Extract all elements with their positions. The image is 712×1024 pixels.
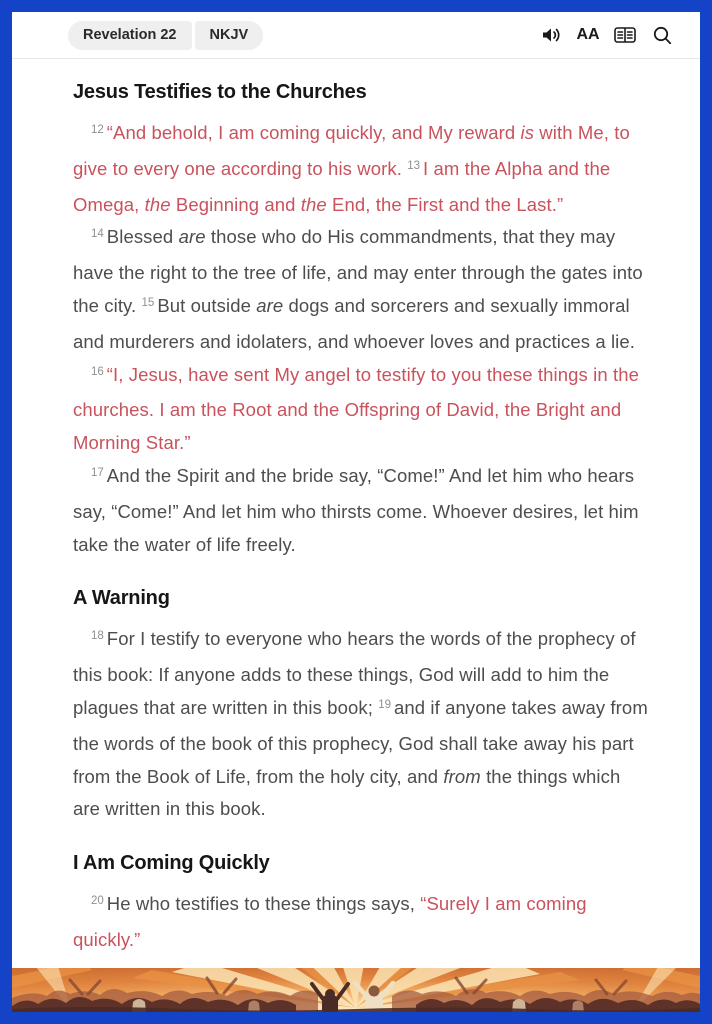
verse-text: are: [256, 294, 284, 316]
verse-text: those who do His commandments, that they may have the right to the tree of life, and may enter through the gates into the city.: [73, 226, 643, 316]
section-heading: Jesus Testifies to the Churches: [73, 81, 367, 103]
words-of-jesus-text: is: [520, 122, 535, 143]
words-of-jesus-text: End, the First and the Last.”: [326, 193, 564, 215]
words-of-jesus-text: “And behold, I am coming quickly, and My reward: [106, 122, 521, 143]
text-size-label: AA: [576, 26, 600, 43]
verse-paragraph[interactable]: [73, 221, 650, 358]
chapter-version-selector: [68, 21, 263, 50]
verse-number: 13: [407, 159, 420, 172]
verse-number: 14: [91, 228, 104, 241]
search-icon[interactable]: [648, 21, 676, 49]
section-heading: A Warning: [73, 587, 170, 610]
open-book-icon[interactable]: [611, 21, 639, 49]
verse-number: 17: [91, 466, 104, 479]
verse-number: 19: [378, 698, 392, 711]
words-of-jesus-text: with Me, to give to every one according to his work.: [73, 122, 630, 179]
verse-text: For I testify to everyone who hears the words of the prophecy of this book: If anyone adds to these things, God will add to him the plagues that are written in this book;: [73, 628, 636, 718]
verse-number: 16: [91, 365, 104, 378]
verse-paragraph[interactable]: [73, 117, 650, 221]
version-selector-button[interactable]: NKJV: [195, 21, 264, 50]
verse-text: are: [178, 226, 206, 248]
speaker-icon[interactable]: [537, 21, 565, 49]
words-of-jesus-text: Beginning and: [170, 193, 301, 215]
verse-paragraph[interactable]: [73, 460, 650, 561]
reader-header: [12, 12, 700, 59]
chapter-footer-artwork: [12, 968, 700, 1012]
verse-number: 20: [91, 895, 104, 908]
words-of-jesus-text: “I, Jesus, have sent My angel to testify to you these things in the churches. I am the Root and the Offspring of David, the Bright and Morning Star.”: [73, 363, 639, 454]
verse-paragraph[interactable]: [73, 623, 650, 826]
verse-text: the things which are written in this book.: [73, 765, 621, 820]
reading-content: [12, 59, 700, 957]
verse-text: from: [443, 765, 481, 787]
verse-number: 18: [91, 630, 104, 643]
header-actions: [537, 21, 676, 49]
words-of-jesus-text: I am the Alpha and the Omega,: [73, 157, 611, 215]
verse-number: 15: [141, 296, 155, 309]
verse-number: 12: [91, 124, 104, 136]
section-heading: I Am Coming Quickly: [73, 852, 270, 875]
chapter-selector-button[interactable]: Revelation 22: [68, 21, 192, 50]
verse-text: And the Spirit and the bride say, “Come!” And let him who hears say, “Come!” And let him who thirsts come. Whoever desires, let him take the water of life freely.: [73, 464, 639, 555]
verse-paragraph[interactable]: [73, 888, 650, 957]
verse-text: Blessed: [106, 226, 179, 248]
reader-page: [12, 12, 700, 1012]
text-size-icon[interactable]: [574, 21, 602, 49]
words-of-jesus-text: the: [300, 193, 327, 215]
verse-text: and if anyone takes away from the words of the book of this prophecy, God shall take away his part from the Book of Life, from the holy city, and: [73, 696, 648, 787]
verse-text: He who testifies to these things says,: [106, 893, 421, 915]
words-of-jesus-text: the: [144, 193, 171, 215]
words-of-jesus-text: “Surely I am coming quickly.”: [73, 893, 587, 950]
verse-paragraph[interactable]: [73, 359, 650, 460]
verse-text: dogs and sorcerers and sexually immoral and murderers and idolaters, and whoever loves and practices a lie.: [73, 294, 636, 352]
verse-text: But outside: [157, 294, 257, 316]
